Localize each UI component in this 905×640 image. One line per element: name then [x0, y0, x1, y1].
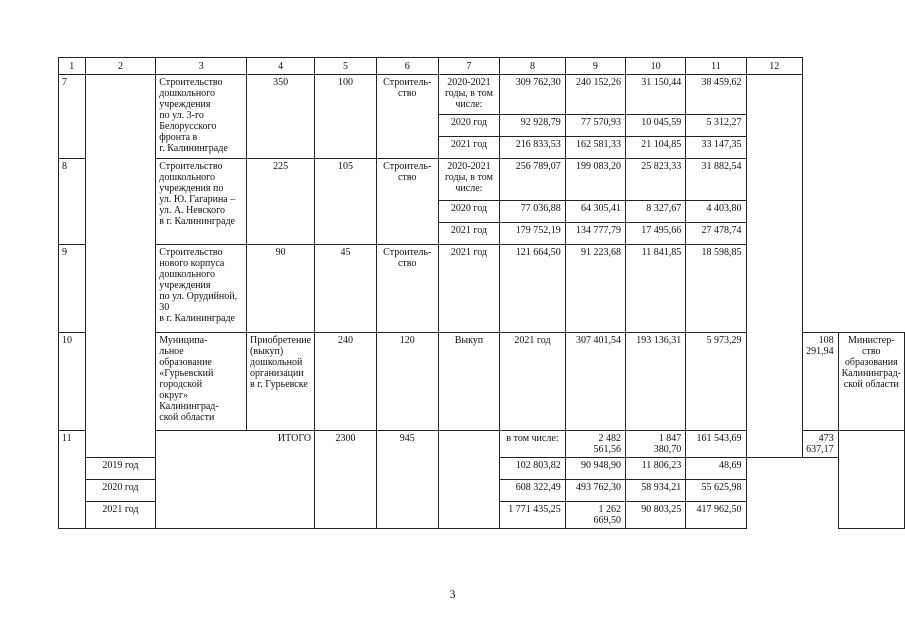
value-cell: 193 136,31 [625, 333, 685, 431]
capacity-cell: 350 [247, 75, 315, 159]
header-cell: 8 [500, 58, 565, 75]
places-cell: 105 [315, 159, 377, 245]
work-type: Строитель- ство [376, 75, 438, 159]
value-cell: 58 934,21 [625, 480, 685, 502]
value-cell: 90 803,25 [625, 502, 685, 529]
header-row [59, 58, 905, 75]
period-cell: 2020 год [85, 480, 156, 502]
value-cell: 5 312,27 [686, 115, 746, 137]
header-cell: 6 [376, 58, 438, 75]
value-cell: 18 598,85 [686, 245, 746, 333]
value-cell: 5 973,29 [686, 333, 746, 431]
row-number: 7 [59, 75, 86, 159]
value-cell: 48,69 [686, 458, 746, 480]
responsible-name: Министер- ство образования Калининград- ской области [838, 333, 904, 431]
value-cell: 92 928,79 [500, 115, 565, 137]
value-cell: 8 327,67 [625, 201, 685, 223]
value-cell: 1 847 380,70 [625, 431, 685, 458]
value-cell: 55 625,98 [686, 480, 746, 502]
page-number: 3 [449, 587, 456, 601]
value-cell: 11 806,23 [625, 458, 685, 480]
value-cell: 27 478,74 [686, 223, 746, 245]
totals-label: ИТОГО [156, 431, 315, 529]
value-cell: 64 305,41 [565, 201, 625, 223]
value-cell: 2 482 561,56 [565, 431, 625, 458]
value-cell: 1 262 669,50 [565, 502, 625, 529]
header-cell: 7 [438, 58, 500, 75]
period-cell: 2021 год [500, 333, 565, 431]
places-total: 945 [376, 431, 438, 529]
header-cell: 11 [686, 58, 746, 75]
capacity-cell: 240 [315, 333, 377, 431]
capacity-total: 2300 [315, 431, 377, 529]
period-cell: 2020-2021 годы, в том числе: [438, 159, 500, 201]
row-number: 9 [59, 245, 86, 333]
places-cell: 45 [315, 245, 377, 333]
value-cell: 161 543,69 [686, 431, 746, 458]
value-cell: 108 291,94 [803, 333, 839, 431]
municipality-name: Муниципа- льное образование «Гурьевский городской округ» Калининград- ской области [156, 333, 247, 431]
header-cell: 12 [746, 58, 803, 75]
value-cell: 199 083,20 [565, 159, 625, 201]
period-cell: 2020 год [438, 115, 500, 137]
period-cell: 2021 год [438, 137, 500, 159]
work-type-empty [438, 431, 500, 529]
period-cell: 2021 год [438, 245, 500, 333]
row-number: 8 [59, 159, 86, 245]
header-cell: 2 [85, 58, 156, 75]
value-cell: 309 762,30 [500, 75, 565, 115]
value-cell: 417 962,50 [686, 502, 746, 529]
object-name: Строительство дошкольного учреждения по ул. Ю. Гагарина – ул. А. Невского в г. Калининграде [156, 159, 247, 245]
value-cell: 216 833,53 [500, 137, 565, 159]
value-cell: 21 104,85 [625, 137, 685, 159]
work-type: Строитель- ство [376, 159, 438, 245]
value-cell: 608 322,49 [500, 480, 565, 502]
header-cell: 9 [565, 58, 625, 75]
value-cell: 25 823,33 [625, 159, 685, 201]
table-row [59, 75, 905, 115]
header-cell: 10 [625, 58, 685, 75]
value-cell: 31 150,44 [625, 75, 685, 115]
capacity-cell: 90 [247, 245, 315, 333]
row-number: 10 [59, 333, 86, 431]
work-type: Строитель- ство [376, 245, 438, 333]
places-cell: 120 [376, 333, 438, 431]
header-cell: 3 [156, 58, 247, 75]
header-cell: 5 [315, 58, 377, 75]
period-cell: 2020 год [438, 201, 500, 223]
work-type: Выкуп [438, 333, 500, 431]
value-cell: 31 882,54 [686, 159, 746, 201]
value-cell: 102 803,82 [500, 458, 565, 480]
value-cell: 91 223,68 [565, 245, 625, 333]
value-cell: 134 777,79 [565, 223, 625, 245]
value-cell: 33 147,35 [686, 137, 746, 159]
value-cell: 493 762,30 [565, 480, 625, 502]
period-cell: в том числе: [500, 431, 565, 458]
value-cell: 179 752,19 [500, 223, 565, 245]
period-cell: 2021 год [85, 502, 156, 529]
value-cell: 162 581,33 [565, 137, 625, 159]
capacity-cell: 225 [247, 159, 315, 245]
value-cell: 4 403,80 [686, 201, 746, 223]
object-name: Приобретение (выкуп) дошкольной организации в г. Гурьевске [247, 333, 315, 431]
period-cell: 2019 год [85, 458, 156, 480]
value-cell: 256 789,07 [500, 159, 565, 201]
municipality-cell-empty [85, 75, 156, 458]
object-name: Строительство дошкольного учреждения по ул. 3-го Белорусского фронта в г. Калининграде [156, 75, 247, 159]
header-cell: 1 [59, 58, 86, 75]
period-cell: 2020-2021 годы, в том числе: [438, 75, 500, 115]
value-cell: 1 771 435,25 [500, 502, 565, 529]
row-number: 11 [59, 431, 86, 529]
period-cell: 2021 год [438, 223, 500, 245]
value-cell: 10 045,59 [625, 115, 685, 137]
value-cell: 77 036,88 [500, 201, 565, 223]
responsible-cell-empty [838, 431, 904, 529]
places-cell: 100 [315, 75, 377, 159]
value-cell: 121 664,50 [500, 245, 565, 333]
header-cell: 4 [247, 58, 315, 75]
responsible-cell-empty [746, 75, 803, 458]
value-cell: 77 570,93 [565, 115, 625, 137]
value-cell: 240 152,26 [565, 75, 625, 115]
value-cell: 90 948,90 [565, 458, 625, 480]
investment-table [58, 57, 905, 529]
value-cell: 307 401,54 [565, 333, 625, 431]
object-name: Строительство нового корпуса дошкольного учреждения по ул. Орудийной, 30 в г. Калининграде [156, 245, 247, 333]
value-cell: 11 841,85 [625, 245, 685, 333]
value-cell: 17 495,66 [625, 223, 685, 245]
value-cell: 38 459,62 [686, 75, 746, 115]
value-cell: 473 637,17 [803, 431, 839, 458]
